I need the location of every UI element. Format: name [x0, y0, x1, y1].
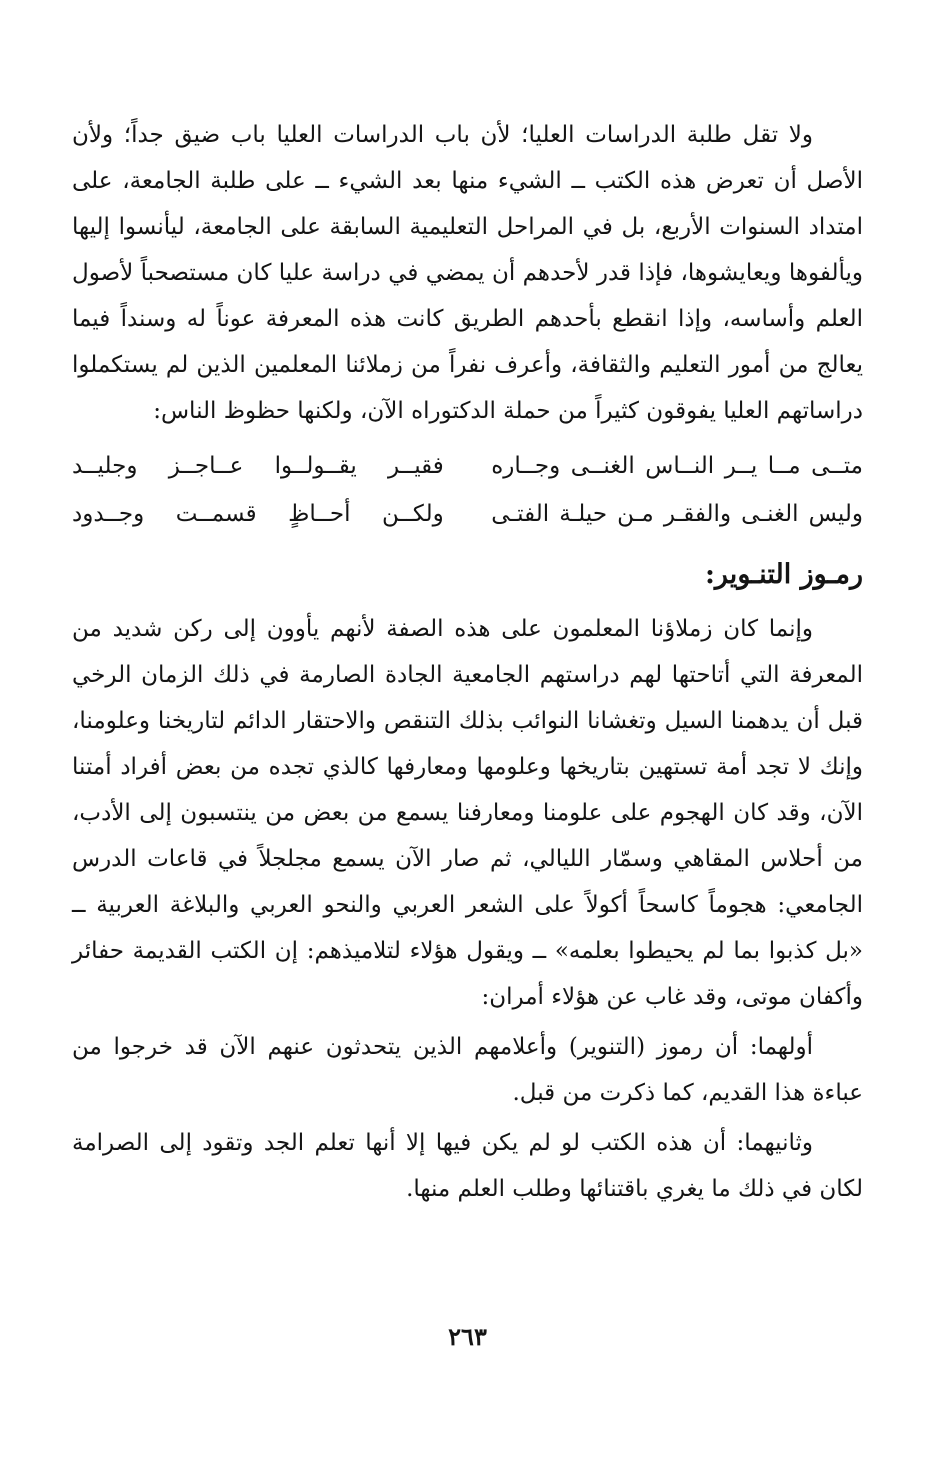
- poem-verse: [72, 490, 863, 538]
- section-title: رمـوز التنـوير:: [704, 559, 863, 590]
- poem-hemistich-first: متــى مــا يــر النــاس الغنــى وجــاره: [491, 453, 863, 479]
- poem-hemistich-first: وليس الغنـى والفقـر مـن حيلـة الفتـى: [491, 501, 863, 527]
- poem: [72, 442, 863, 538]
- poem-hemistich-second: فقيــر يقــولــوا عــاجــز وجليــد: [72, 453, 444, 479]
- paragraph-second-point: وثانيهما: أن هذه الكتب لو لم يكن فيها إلا أنها تعلم الجد وتقود إلى الصرامة لكان في ذلك ما يغري باقتنائها وطلب العلم منها.: [72, 1130, 863, 1202]
- page-number: ٢٦٣: [448, 1322, 487, 1351]
- paragraph-first-point: أولهما: أن رموز (التنوير) وأعلامهم الذين يتحدثون عنهم الآن قد خرجوا من عباءة هذا القديم، كما ذكرت من قبل.: [72, 1034, 863, 1106]
- book-page: [72, 112, 863, 1457]
- poem-hemistich-second: ولكــن أحــاظٍ قسمــت وجــدود: [72, 501, 444, 527]
- paragraph-body: وإنما كان زملاؤنا المعلمون على هذه الصفة لأنهم يأوون إلى ركن شديد من المعرفة التي أتاحتها لهم دراستهم الجامعية الجادة الصارمة في ذلك الزمان الرخي قبل أن يدهمنا السيل وتغشانا النوائب بذلك التنقص والاحتقار الدائم لتاريخنا وعلومنا، وإنك لا تجد أمة تستهين بتاريخها وعلومها ومعارفها كالذي تجده من بعض أفراد أمتنا الآن، وقد كان الهجوم على علومنا ومعارفنا يسمع من بعض من ينتسبون إلى الأدب، من أحلاس المقاهي وسمّار الليالي، ثم صار الآن يسمع مجلجلاً في قاعات الدرس الجامعي: هجوماً كاسحاً أكولاً على الشعر العربي والنحو العربي والبلاغة العربية ــ «بل كذبوا بما لم يحيطوا بعلمه» ــ ويقول هؤلاء لتلاميذهم: إن الكتب القديمة حفائر وأكفان موتى، وقد غاب عن هؤلاء أمران:: [72, 616, 863, 1010]
- paragraph-intro: ولا تقل طلبة الدراسات العليا؛ لأن باب الدراسات العليا باب ضيق جداً؛ ولأن الأصل أن تعرض هذه الكتب ــ الشيء منها بعد الشيء ــ على طلبة الجامعة، على امتداد السنوات الأربع، بل في المراحل التعليمية السابقة على الجامعة، ليأنسوا إليها ويألفوها ويعايشوها، فإذا قدر لأحدهم أن يمضي في دراسة عليا كان مستصحباً لأصول العلم وأساسه، وإذا انقطع بأحدهم الطريق كانت هذه المعرفة عوناً له وسنداً فيما يعالج من أمور التعليم والثقافة، وأعرف نفراً من زملائنا المعلمين الذين لم يستكملوا دراساتهم العليا يفوقون كثيراً من حملة الدكتوراه الآن، ولكنها حظوظ الناس:: [72, 122, 863, 424]
- poem-verse: [72, 442, 863, 490]
